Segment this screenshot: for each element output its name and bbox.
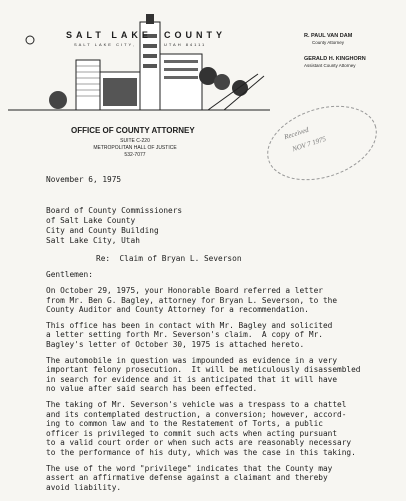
body-line: The taking of Mr. Severson's vehicle was a trespass to a chattel <box>46 399 347 409</box>
assistant-name: GERALD H. KINGHORN <box>304 56 366 62</box>
address-line: METROPOLITAN HALL OF JUSTICE <box>93 145 177 151</box>
body-line: The automobile in question was impounded as evidence in a very <box>46 355 338 365</box>
recipient-line: Salt Lake City, Utah <box>46 236 140 245</box>
paragraph <box>46 464 361 493</box>
attorney-title: County Attorney <box>312 40 345 45</box>
county-name-left: SALT LAKE <box>66 30 152 40</box>
body-line: The use of the word "privilege" indicates that the County may <box>46 463 333 473</box>
body-line: County Auditor and County Attorney for a recommendation. <box>46 305 309 315</box>
stamp-received: Received <box>283 125 310 142</box>
body-line: ing to common law and to the Restatement of Torts, a public <box>46 419 323 429</box>
body-line: to a valid court order or when such acts are reasonably necessary <box>46 438 352 448</box>
recipient-line: Board of County Commissioners <box>46 206 183 215</box>
paragraph <box>46 321 361 350</box>
assistant-title: Assistant County Attorney <box>304 63 356 68</box>
body-line: no value after said search has been effected. <box>46 384 258 394</box>
body-line: a letter setting forth Mr. Severson's claim. A copy of Mr. <box>46 330 323 340</box>
paragraph <box>46 286 361 315</box>
office-title: OFFICE OF COUNTY ATTORNEY <box>71 126 195 135</box>
body-line: to the performance of his duty, which was the case in this taking. <box>46 447 356 457</box>
state-zip: UTAH 84111 <box>164 42 207 47</box>
body-line: officer is privileged to commit such acts when acting pursuant <box>46 428 338 438</box>
body-line: assert an affirmative defense against a claimant and thereby <box>46 473 328 483</box>
received-stamp <box>253 87 391 198</box>
body-line: Bagley's letter of October 30, 1975 is attached hereto. <box>46 339 305 349</box>
body-line: and its contemplated destruction, a conversion; however, accord- <box>46 409 347 419</box>
recipient-line: of Salt Lake County <box>46 216 136 225</box>
body-line: avoid liability. <box>46 482 122 492</box>
attorney-name: R. PAUL VAN DAM <box>304 33 353 39</box>
county-name-right: COUNTY <box>164 30 226 40</box>
recipient-line: City and County Building <box>46 226 159 235</box>
re-line: Re: Claim of Bryan L. Severson <box>96 254 242 263</box>
body-line: important felony prosecution. It will be meticulously disassembled <box>46 365 361 375</box>
body-line: from Mr. Ben G. Bagley, attorney for Bryan L. Severson, to the <box>46 295 338 305</box>
address-line: SUITE C-220 <box>120 138 150 144</box>
letter-body <box>46 286 361 492</box>
address-line: 532-7077 <box>124 152 146 158</box>
body-line: This office has been in contact with Mr. Bagley and solicited <box>46 320 333 330</box>
body-line: in search for evidence and it is anticipated that it will have <box>46 374 338 384</box>
city-name: SALT LAKE CITY, <box>74 42 136 47</box>
body-line: On October 29, 1975, your Honorable Board referred a letter <box>46 286 323 295</box>
letter-date: November 6, 1975 <box>46 175 122 184</box>
paragraph <box>46 356 361 394</box>
salutation: Gentlemen: <box>46 270 93 279</box>
stamp-date: NOV 7 1975 <box>291 134 327 154</box>
paragraph <box>46 400 361 458</box>
